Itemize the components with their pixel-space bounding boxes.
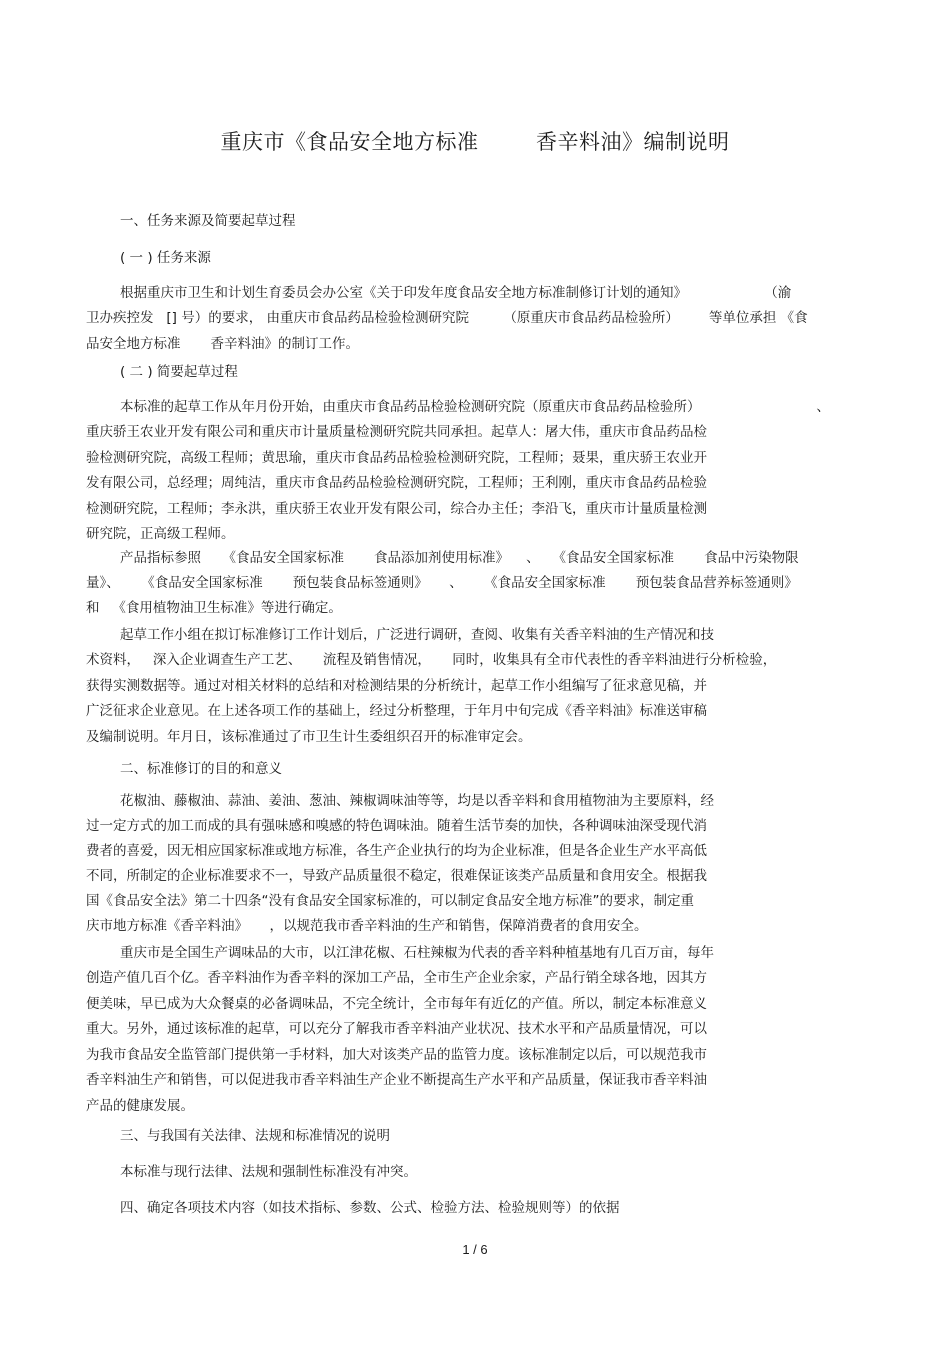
- paragraph-line: 重庆市是全国生产调味品的大市，以江津花椒、石柱辣椒为代表的香辛料种植基地有几百万亩，每年: [120, 945, 714, 961]
- paragraph-line: 费者的喜爱，因无相应国家标准或地方标准，各生产企业执行的均为企业标准，但是各企业生产水平高低: [86, 843, 707, 859]
- paragraph-line: 庆市地方标准《香辛料油》 ，以规范我市香辛料油的生产和销售，保障消费者的食用安全。: [86, 918, 648, 934]
- document-title: 重庆市《食品安全地方标准 香辛料油》编制说明: [220, 130, 730, 154]
- paragraph-line: 卫办疾控发 [] 号）的要求， 由重庆市食品药品检验检测研究院 （原重庆市食品药品检验所） 等单位承担 《食: [86, 310, 808, 326]
- paragraph-line: 和 《食用植物油卫生标准》等进行确定。: [86, 600, 342, 616]
- paragraph-line: 根据重庆市卫生和计划生育委员会办公室《关于印发年度食品安全地方标准制修订计划的通知》 （渝: [120, 285, 792, 301]
- paragraph-line: 术资料， 深入企业调查生产工艺、 流程及销售情况， 同时，收集具有全市代表性的香辛料油进行分析检验，: [86, 652, 777, 668]
- paragraph-line: 产品的健康发展。: [86, 1098, 194, 1114]
- section-heading-1: 一、任务来源及简要起草过程: [120, 213, 296, 229]
- subsection-heading-drafting: ( 二 ) 简要起草过程: [120, 364, 238, 380]
- paragraph-line: 获得实测数据等。通过对相关材料的总结和对检测结果的分析统计，起草工作小组编写了征求意见稿，并: [86, 678, 707, 694]
- paragraph-line: 研究院，正高级工程师。: [86, 526, 235, 542]
- section-heading-2: 二、标准修订的目的和意义: [120, 761, 282, 777]
- paragraph-line: 起草工作小组在拟订标准修订工作计划后，广泛进行调研，查阅、收集有关香辛料油的生产情况和技: [120, 627, 714, 643]
- paragraph-line: 国《食品安全法》第二十四条“没有食品安全国家标准的，可以制定食品安全地方标准”的要求，制定重: [86, 893, 694, 909]
- paragraph-line: 及编制说明。年月日，该标准通过了市卫生计生委组织召开的标准审定会。: [86, 729, 532, 745]
- paragraph-line: 本标准的起草工作从年月份开始，由重庆市食品药品检验检测研究院（原重庆市食品药品检验所） 、: [120, 399, 830, 415]
- paragraph-line: 重庆骄王农业开发有限公司和重庆市计量质量检测研究院共同承担。起草人：屠大伟，重庆市食品药品检: [86, 424, 707, 440]
- paragraph-line: 检测研究院，工程师；李永洪，重庆骄王农业开发有限公司，综合办主任；李沿飞，重庆市计量质量检测: [86, 501, 707, 517]
- paragraph-line: 发有限公司，总经理；周纯洁，重庆市食品药品检验检测研究院，工程师；王利刚，重庆市食品药品检验: [86, 475, 707, 491]
- page-number: 1 / 6: [462, 1242, 488, 1257]
- paragraph-line: 品安全地方标准 香辛料油》的制订工作。: [86, 336, 360, 352]
- paragraph-line: 花椒油、藤椒油、蒜油、姜油、葱油、辣椒调味油等等，均是以香辛料和食用植物油为主要原料，经: [120, 793, 714, 809]
- paragraph-line: 不同，所制定的企业标准要求不一，导致产品质量很不稳定，很难保证该类产品质量和食用安全。根据我: [86, 868, 707, 884]
- paragraph-line: 香辛料油生产和销售，可以促进我市香辛料油生产企业不断提高生产水平和产品质量，保证我市香辛料油: [86, 1072, 707, 1088]
- section-heading-3: 三、与我国有关法律、法规和标准情况的说明: [120, 1128, 390, 1144]
- paragraph-line: 验检测研究院，高级工程师；黄思瑜，重庆市食品药品检验检测研究院，工程师；聂果，重庆骄王农业开: [86, 450, 707, 466]
- section-heading-4: 四、确定各项技术内容（如技术指标、参数、公式、检验方法、检验规则等）的依据: [120, 1200, 620, 1216]
- paragraph-line: 量》、 《食品安全国家标准 预包装食品标签通则》 、 《食品安全国家标准 预包装食品营养标签通则》: [86, 575, 798, 591]
- paragraph-line: 产品指标参照 《食品安全国家标准 食品添加剂使用标准》 、 《食品安全国家标准 食品中污染物限: [120, 550, 799, 566]
- subsection-heading-task-source: ( 一 ) 任务来源: [120, 250, 211, 266]
- paragraph-line: 广泛征求企业意见。在上述各项工作的基础上，经过分析整理，于年月中旬完成《香辛料油》标准送审稿: [86, 703, 707, 719]
- paragraph-line: 重大。另外，通过该标准的起草，可以充分了解我市香辛料油产业状况、技术水平和产品质量情况，可以: [86, 1021, 707, 1037]
- paragraph-line: 便美味，早已成为大众餐桌的必备调味品，不完全统计，全市每年有近亿的产值。所以，制定本标准意义: [86, 996, 707, 1012]
- paragraph-line: 过一定方式的加工而成的具有强味感和嗅感的特色调味油。随着生活节奏的加快，各种调味油深受现代消: [86, 818, 707, 834]
- paragraph-line: 创造产值几百个亿。香辛料油作为香辛料的深加工产品，全市生产企业余家，产品行销全球各地，因其方: [86, 970, 707, 986]
- paragraph-line: 本标准与现行法律、法规和强制性标准没有冲突。: [120, 1164, 417, 1180]
- paragraph-line: 为我市食品安全监管部门提供第一手材料，加大对该类产品的监管力度。该标准制定以后，可以规范我市: [86, 1047, 707, 1063]
